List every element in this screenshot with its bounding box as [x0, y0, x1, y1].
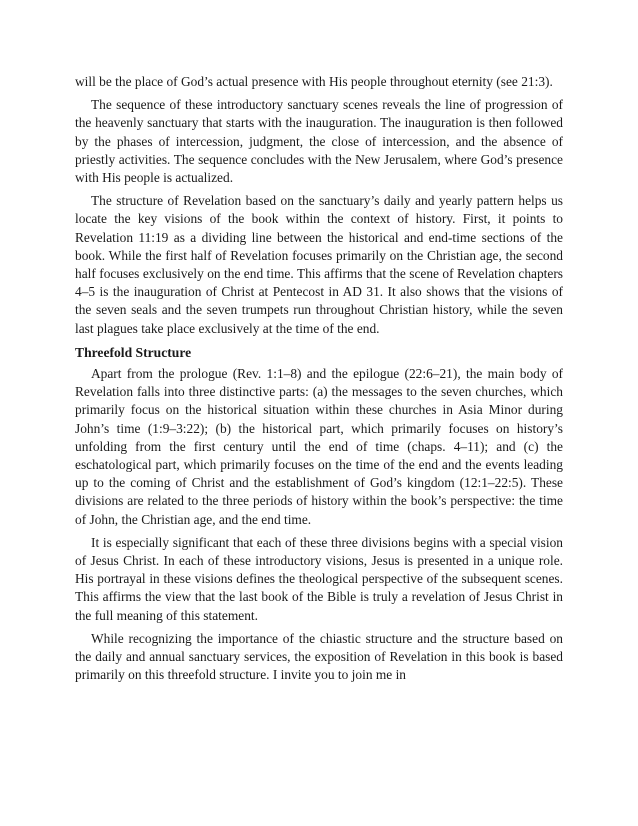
- paragraph-structure: The structure of Revelation based on the sanctuary’s daily and yearly pattern helps us locate the key visions of the book within the context of history. First, it points to Revelation 11:19 as a dividing line between the historical and end-time sections of the book. While the first half of Revelation focuses primarily on the Christian age, the second half focuses exclusively on the end time. This affirms that the scene of Revelation chapters 4–5 is the inauguration of Christ at Pentecost in AD 31. It also shows that the visions of the seven seals and the seven trumpets run throughout Christian history, while the seven last plagues take place exclusively at the time of the end.: [75, 193, 563, 336]
- paragraph-continuation: will be the place of God’s actual presence with His people throughout eternity (see 21:3).: [75, 74, 553, 89]
- section-heading: Threefold Structure: [75, 344, 192, 360]
- paragraph-exposition: While recognizing the importance of the chiastic structure and the structure based on the daily and annual sanctuary services, the exposition of Revelation in this book is based primarily on this threefold structure. I invite you to join me in: [75, 630, 563, 683]
- paragraph-divisions: It is especially significant that each of these three divisions begins with a special vision of Jesus Christ. In each of these introductory visions, Jesus is presented in a unique role. His portrayal in these visions defines the theological perspective of the subsequent scenes. This affirms the view that the last book of the Bible is truly a revelation of Jesus Christ in the full meaning of this statement.: [75, 534, 563, 623]
- paragraph-sequence: The sequence of these introductory sanctuary scenes reveals the line of progression of the heavenly sanctuary that starts with the inauguration. The inauguration is then followed by the phases of intercession, judgment, the close of intercession, and the absence of priestly activities. The sequence concludes with the New Jerusalem, where God’s presence with His people is actualized.: [75, 97, 563, 186]
- document-page: [75, 73, 563, 690]
- paragraph-threefold: Apart from the prologue (Rev. 1:1–8) and the epilogue (22:6–21), the main body of Revelation falls into three distinctive parts: (a) the messages to the seven churches, which primarily focus on the historical situation within these churches in Asia Minor during John’s time (1:9–3:22); (b) the historical part, which primarily focuses on history’s unfolding from the first century until the end of time (chaps. 4–11); and (c) the eschatological part, which primarily focuses on the time of the end and the events leading up to the coming of Christ and the establishment of God’s kingdom (12:1–22:5). These divisions are related to the three periods of history within the book’s perspective: the time of John, the Christian age, and the end time.: [75, 366, 563, 527]
